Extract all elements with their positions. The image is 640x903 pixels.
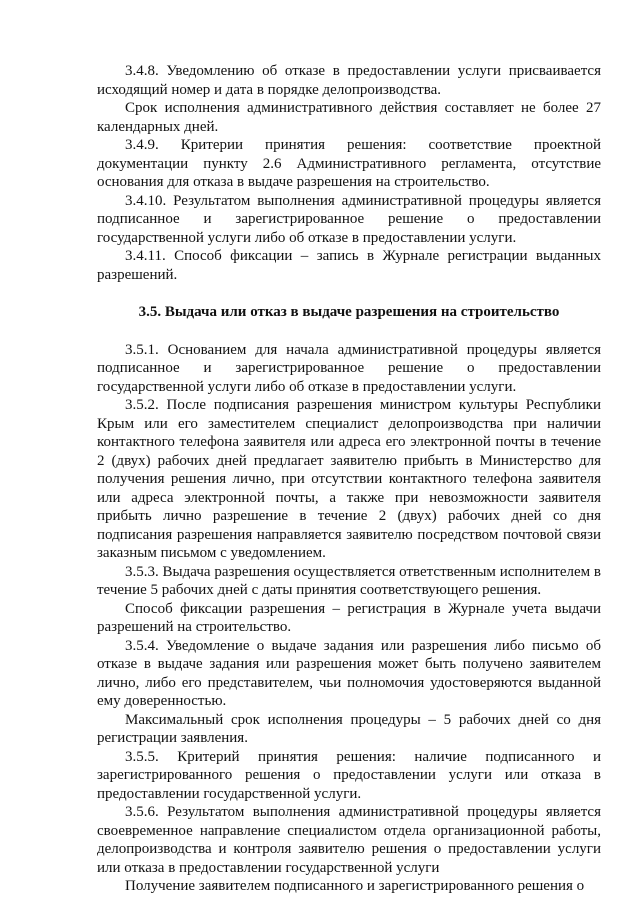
paragraph-fixation-method: Способ фиксации разрешения – регистрация в Журнале учета выдачи разрешений на строительство. [97, 600, 601, 635]
paragraph-3-5-2: 3.5.2. После подписания разрешения министром культуры Республики Крым или его заместителем специалист делопроизводства при наличии контактного телефона заявителя или адреса его электронной почты в течение 2 (двух) рабочих дней предлагает заявителю прибыть в Министерство для получения решения лично, при отсутствии контактного телефона заявителя или адреса электронной почты, а также при невозможности заявителя прибыть лично разрешение в течение 2 (двух) рабочих дней со дня подписания разрешения направляется заявителю посредством почтовой связи заказным письмом с уведомлением. [97, 397, 601, 561]
paragraph-execution-term: Срок исполнения административного действия составляет не более 27 календарных дней. [97, 100, 601, 135]
section-heading-3-5: 3.5. Выдача или отказ в выдаче разрешения на строительство [138, 304, 560, 320]
paragraph-receipt: Получение заявителем подписанного и зарегистрированного решения о [125, 878, 585, 894]
paragraph-3-5-1: 3.5.1. Основанием для начала административной процедуры является подписанное и зарегистрированное решение о предоставлении государственной услуги либо об отказе в предоставлении услуги. [97, 341, 601, 395]
paragraph-3-4-8: 3.4.8. Уведомлению об отказе в предоставлении услуги присваивается исходящий номер и дата в порядке делопроизводства. [97, 63, 601, 98]
paragraph-3-4-9: 3.4.9. Критерии принятия решения: соответствие проектной документации пункту 2.6 Административного регламента, отсутствие основания для отказа в выдаче разрешения на строительство. [97, 137, 601, 190]
paragraph-3-5-4: 3.5.4. Уведомление о выдаче задания или разрешения либо письмо об отказе в выдаче задания или разрешения может быть получено заявителем лично, либо его представителем, чьи полномочия удостоверяются выданной ему доверенностью. [97, 637, 601, 709]
document-page [97, 62, 601, 896]
paragraph-max-term: Максимальный срок исполнения процедуры – 5 рабочих дней со дня регистрации заявления. [97, 711, 601, 746]
paragraph-3-5-5: 3.5.5. Критерий принятия решения: наличие подписанного и зарегистрированного решения о предоставлении услуги или отказа в предоставлении государственной услуги. [97, 748, 601, 802]
paragraph-3-4-10: 3.4.10. Результатом выполнения административной процедуры является подписанное и зарегистрированное решение о предоставлении государственной услуги либо об отказе в предоставлении услуги. [97, 192, 601, 246]
paragraph-3-5-6: 3.5.6. Результатом выполнения административной процедуры является своевременное направление специалистом отдела организационной работы, делопроизводства и контроля заявителю решения о предоставлении услуги или отказа в предоставлении государственной услуги [97, 804, 601, 876]
paragraph-3-4-11: 3.4.11. Способ фиксации – запись в Журнале регистрации выданных разрешений. [97, 248, 601, 283]
paragraph-3-5-3: 3.5.3. Выдача разрешения осуществляется ответственным исполнителем в течение 5 рабочих дней с даты принятия соответствующего решения. [97, 563, 601, 598]
